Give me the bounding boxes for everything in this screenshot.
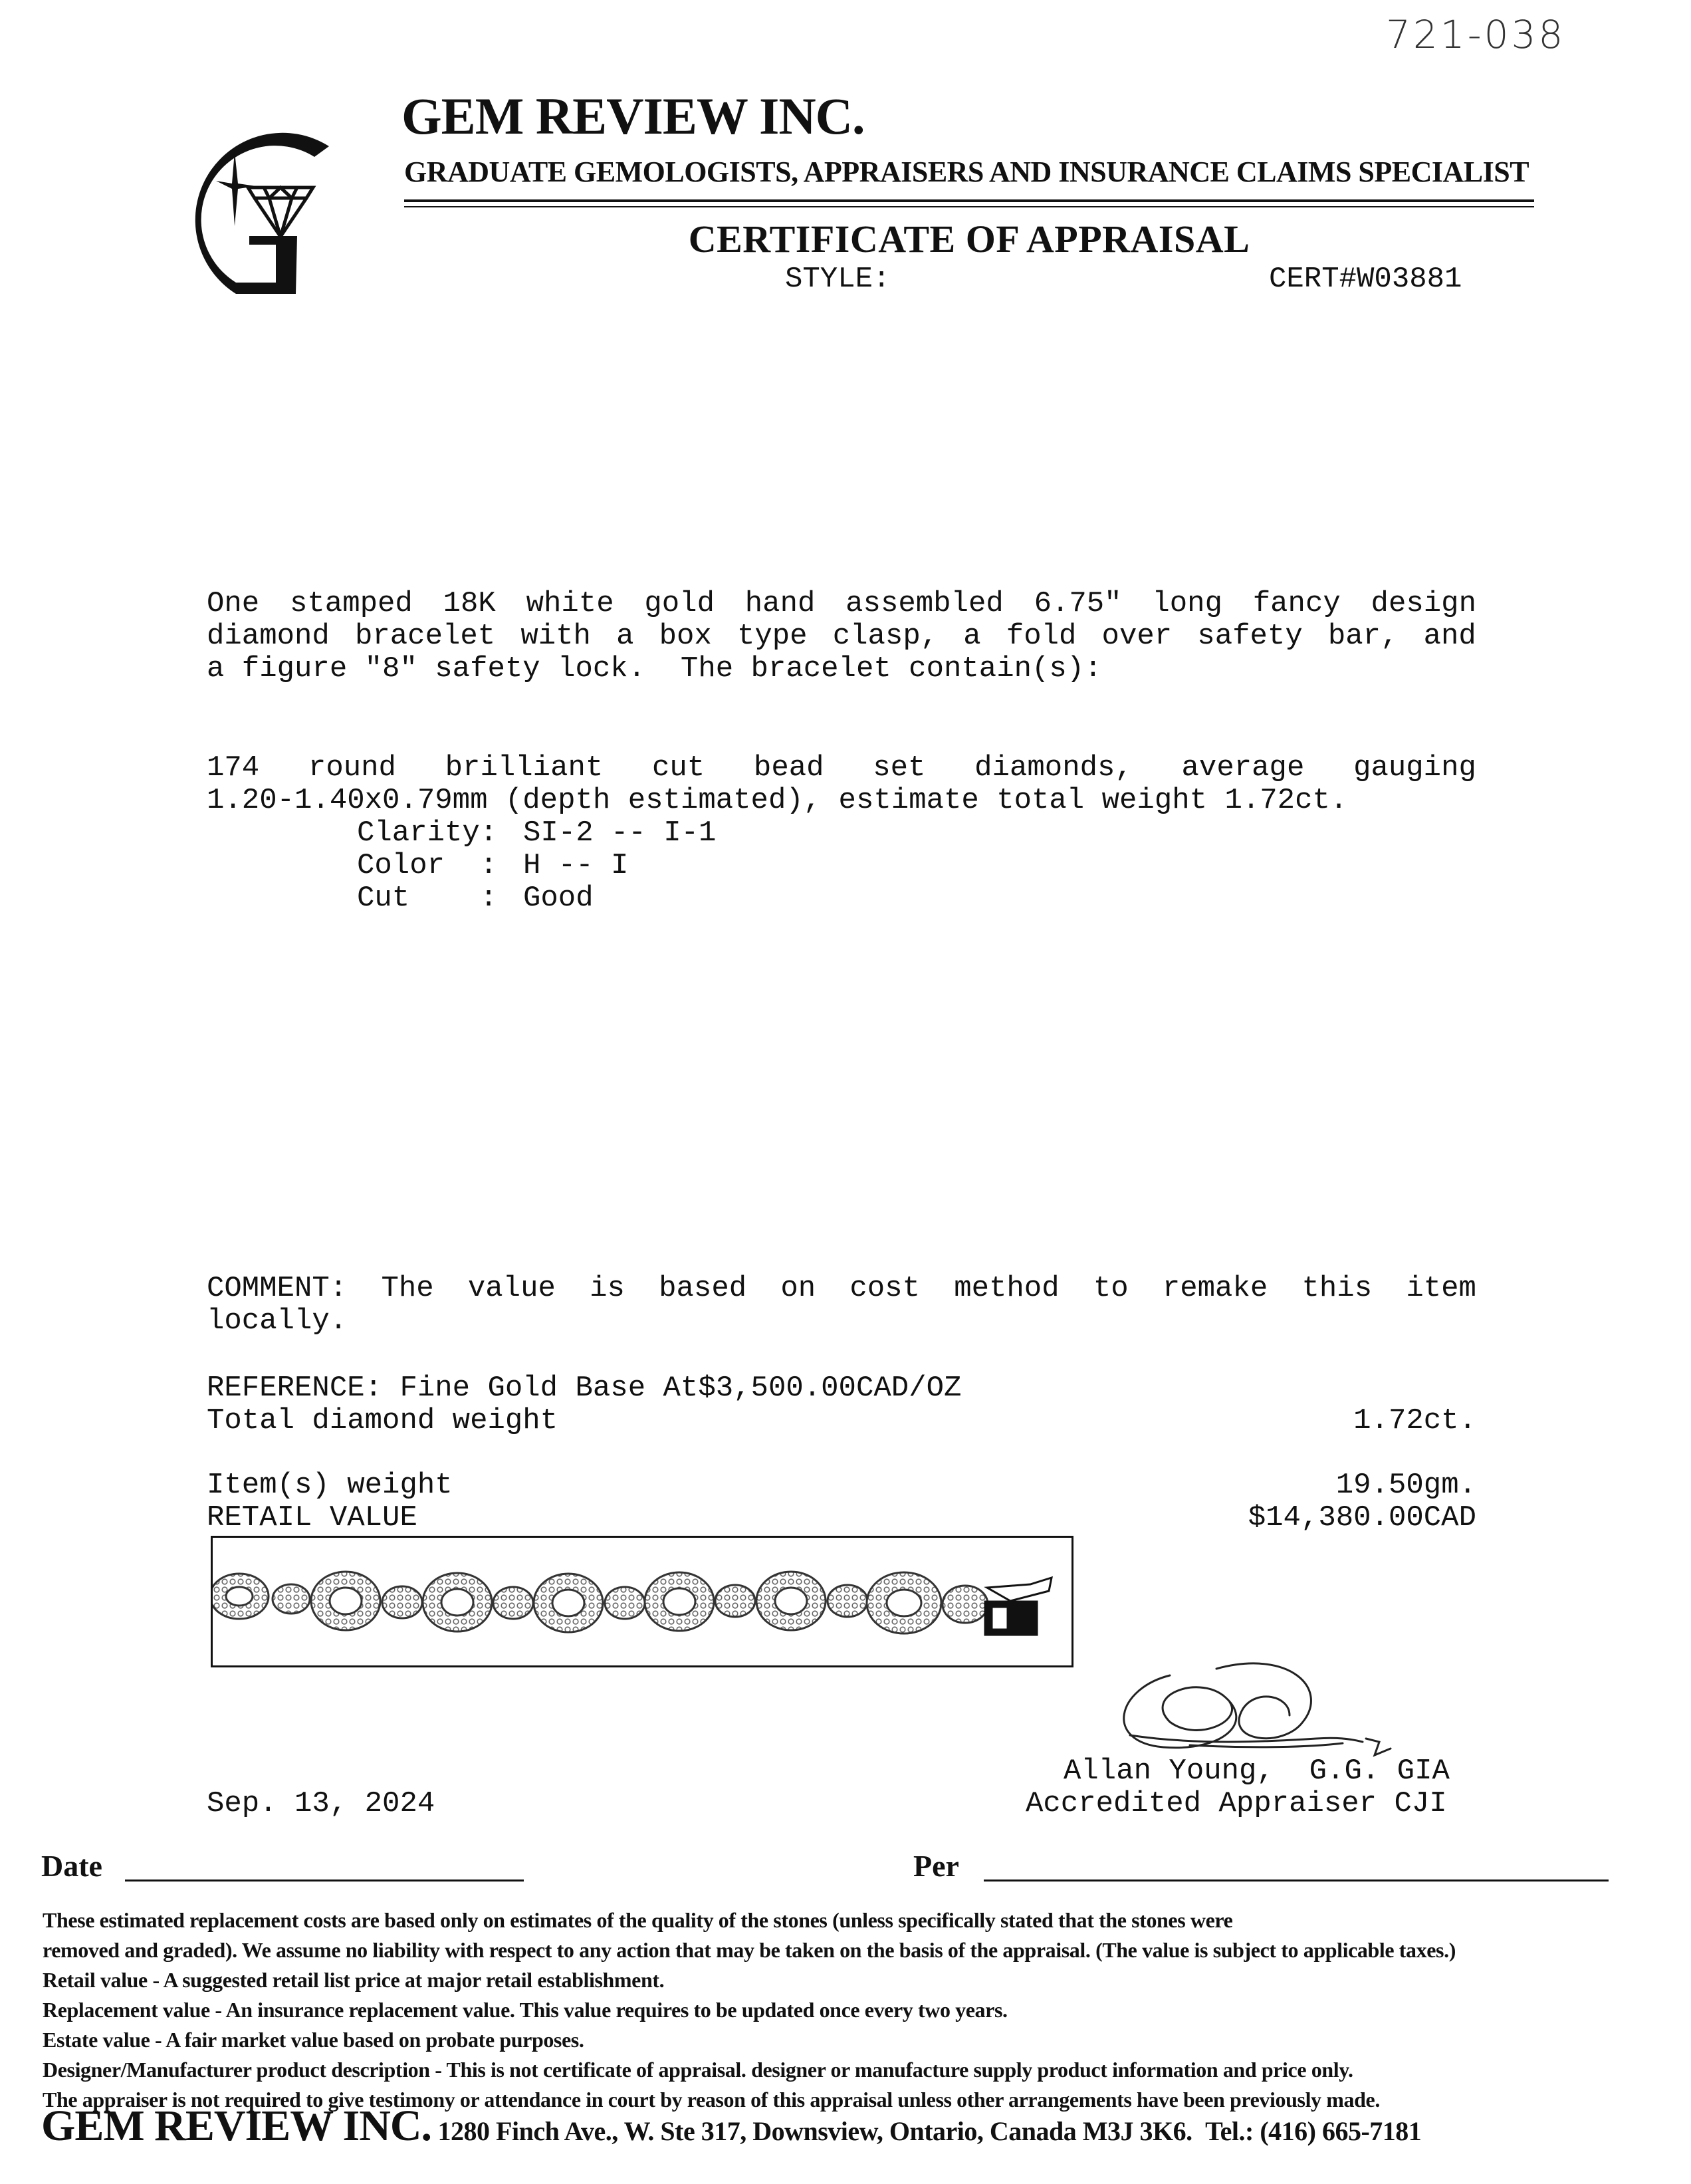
footer [41, 2101, 1421, 2151]
retail-value-row: RETAIL VALUE $14,380.00CAD [207, 1501, 1476, 1534]
per-line [984, 1880, 1609, 1881]
style-label: STYLE: [785, 263, 891, 296]
per-label: Per [913, 1849, 959, 1883]
stone-details [207, 752, 1476, 915]
certificate-number: CERT#W03881 [1269, 263, 1462, 296]
stone-line: 1.20-1.40x0.79mm (depth estimated), estimate total weight 1.72ct. [207, 784, 1348, 817]
handwritten-reference: 721-038 [1386, 12, 1566, 57]
comment [207, 1273, 1476, 1338]
footer-address: 1280 Finch Ave., W. Ste 317, Downsview, Ontario, Canada M3J 3K6. [437, 2116, 1192, 2146]
appraiser-title: Accredited Appraiser CJI [1026, 1787, 1447, 1820]
description-line: a figure "8" safety lock. The bracelet contain(s): [207, 652, 1102, 685]
company-tagline: GRADUATE GEMOLOGISTS, APPRAISERS AND INSURANCE CLAIMS SPECIALIST [404, 156, 1529, 188]
comment-line: COMMENT: The value is based on cost method to remake this item [207, 1272, 1476, 1305]
disclaimer-line: Retail value - A suggested retail list price at major retail establishment. [43, 1968, 665, 1992]
disclaimer [43, 1905, 1456, 2115]
disclaimer-line: Replacement value - An insurance replacement value. This value requires to be updated once every two years. [43, 1998, 1008, 2022]
footer-company: GEM REVIEW INC. [41, 2102, 432, 2150]
appraiser-name: Allan Young, G.G. GIA [1064, 1755, 1450, 1788]
reference-line: REFERENCE: Fine Gold Base At$3,500.00CAD/OZ [207, 1372, 962, 1405]
item-description [207, 588, 1476, 685]
bracelet-photo [211, 1536, 1073, 1667]
certificate-title: CERTIFICATE OF APPRAISAL [688, 217, 1250, 261]
footer-phone: Tel.: (416) 665-7181 [1205, 2116, 1422, 2146]
disclaimer-line: removed and graded). We assume no liability with respect to any action that may be taken on the basis of the appraisal. (The value is subject to applicable taxes.) [43, 1938, 1456, 1962]
date-label: Date [41, 1849, 102, 1883]
clarity-row: Clarity: SI-2 -- I-1 [357, 816, 717, 850]
stone-line: 174 round brilliant cut bead set diamonds, average gauging [207, 751, 1476, 785]
header-rule [404, 199, 1534, 202]
item-weight-row: Item(s) weight 19.50gm. [207, 1469, 1476, 1502]
date-line [125, 1880, 524, 1881]
gem-review-logo [150, 100, 342, 299]
disclaimer-line: These estimated replacement costs are based only on estimates of the quality of the stones (unless specifically stated that the stones were [43, 1908, 1233, 1932]
color-row: Color : H -- I [357, 849, 629, 882]
comment-line: locally. [207, 1304, 348, 1338]
appraiser-signature [1090, 1649, 1409, 1762]
disclaimer-line: Estate value - A fair market value based on probate purposes. [43, 2028, 584, 2052]
description-line: diamond bracelet with a box type clasp, a fold over safety bar, and [207, 620, 1476, 653]
description-line: One stamped 18K white gold hand assembled 6.75" long fancy design [207, 587, 1476, 620]
appraisal-date: Sep. 13, 2024 [207, 1787, 435, 1820]
disclaimer-line: Designer/Manufacturer product description - This is not certificate of appraisal. designer or manufacture supply product information and price only. [43, 2058, 1353, 2082]
cut-row: Cut : Good [357, 882, 594, 915]
header-rule-thin [404, 206, 1534, 207]
total-diamond-weight-row: Total diamond weight 1.72ct. [207, 1404, 1476, 1437]
company-name: GEM REVIEW INC. [401, 87, 865, 145]
disclaimer-line: The appraiser is not required to give testimony or attendance in court by reason of this appraisal unless other arrangements have been previously made. [43, 2088, 1380, 2112]
bracelet-image [213, 1538, 1071, 1665]
